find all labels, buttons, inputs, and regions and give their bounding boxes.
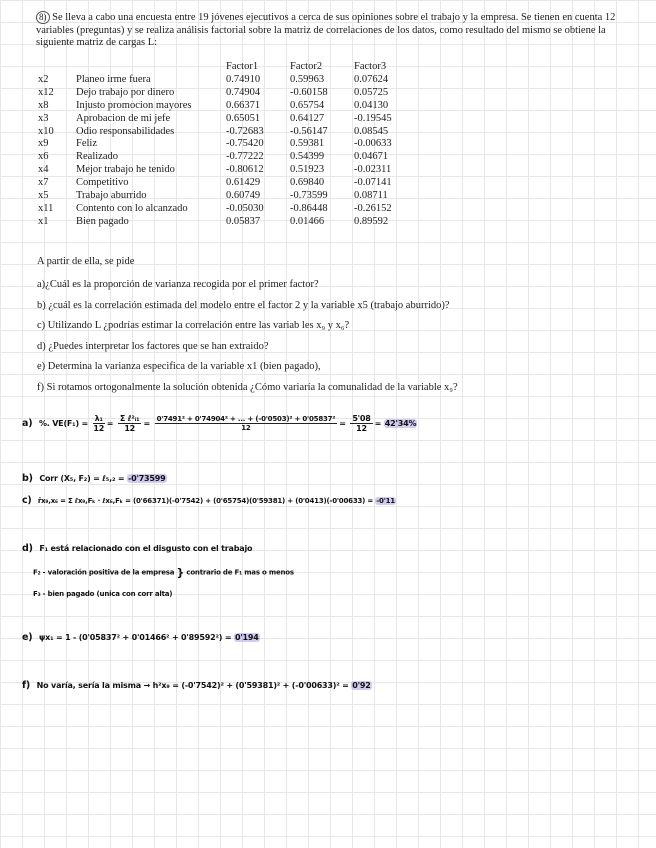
matrix-row xyxy=(38,190,418,203)
matrix-f3: -0.19545 xyxy=(354,112,392,124)
matrix-f2: 0.59381 xyxy=(290,138,325,150)
matrix-desc: Competitivo xyxy=(76,177,129,189)
answer-c-lhs: r̂x₉,x₆ = Σ ℓx₉,Fₖ · ℓx₆,Fₖ = xyxy=(37,497,131,505)
answer-f-label: f) xyxy=(22,680,31,691)
matrix-f2: 0.01466 xyxy=(290,215,325,227)
matrix-var: x8 xyxy=(38,99,49,111)
matrix-f1: -0.75420 xyxy=(226,138,264,150)
matrix-f1: -0.72683 xyxy=(226,125,264,137)
matrix-row xyxy=(38,216,418,229)
answer-c-label: c) xyxy=(22,495,32,506)
problem-statement xyxy=(36,11,616,50)
matrix-header-factor2: Factor2 xyxy=(290,61,323,72)
matrix-row xyxy=(38,203,418,216)
answer-c-expr: (0'66371)(-0'7542) + (0'65754)(0'59381) + (0'0413)(-0'00633) = xyxy=(133,497,374,505)
matrix-f1: 0.65051 xyxy=(226,112,261,124)
matrix-var: x10 xyxy=(38,125,54,137)
questions-prompt: A partir de ella, se pide xyxy=(37,256,135,267)
answer-d-line2: F₂ - valoración positiva de la empresa xyxy=(33,568,175,577)
answer-a-fraction-2: $\frac{\text{Σ ℓ²ᵢ₁}}{12}$ xyxy=(119,414,140,433)
matrix-f3: -0.00633 xyxy=(354,138,392,150)
matrix-f2: -0.60158 xyxy=(290,86,328,98)
brace-symbol: } xyxy=(176,566,185,579)
matrix-f1: 0.74910 xyxy=(226,73,261,85)
problem-number: 8) xyxy=(36,11,50,24)
answer-d-line2-wrap xyxy=(33,566,294,579)
matrix-f2: -0.86448 xyxy=(290,202,328,214)
question-f: f) Si rotamos ortogonalmente la solución obtenida ¿Cómo variaría la comunalidad de la variable x₉? xyxy=(37,381,458,393)
matrix-f3: -0.07141 xyxy=(354,177,392,189)
matrix-f3: -0.02311 xyxy=(354,164,392,176)
matrix-f1: -0.77222 xyxy=(226,151,264,163)
answer-d-line3-wrap xyxy=(33,590,172,598)
answer-e xyxy=(22,632,260,643)
loadings-matrix xyxy=(38,61,418,229)
matrix-desc: Odio responsabilidades xyxy=(76,125,175,137)
matrix-header-factor1: Factor1 xyxy=(226,61,259,72)
answer-e-result: 0'194 xyxy=(234,633,259,642)
matrix-var: x4 xyxy=(38,164,49,176)
matrix-row xyxy=(38,151,418,164)
matrix-desc: Feliz xyxy=(76,138,97,150)
matrix-desc: Mejor trabajo he tenido xyxy=(76,164,175,176)
matrix-f3: 0.07624 xyxy=(354,73,389,85)
matrix-var: x1 xyxy=(38,215,49,227)
answer-a-fraction-1: $\frac{\text{λ₁}}{12}$ xyxy=(93,414,105,433)
matrix-f2: 0.54399 xyxy=(290,151,325,163)
question-b: b) ¿cuál es la correlación estimada del modelo entre el factor 2 y la variable x5 (trabajo aburrido)? xyxy=(37,299,450,311)
answer-b-text: Corr (X₅, F₂) = ℓ₅,₂ = xyxy=(39,474,125,483)
matrix-desc: Realizado xyxy=(76,151,118,163)
matrix-f3: -0.26152 xyxy=(354,202,392,214)
matrix-row xyxy=(38,87,418,100)
answer-d-label: d) xyxy=(22,543,33,554)
answer-d-line3: F₃ - bien pagado (unica con corr alta) xyxy=(33,590,173,598)
answer-c xyxy=(22,495,396,506)
matrix-f1: 0.66371 xyxy=(226,99,261,111)
answer-f xyxy=(22,680,372,691)
matrix-f3: 0.08711 xyxy=(354,190,388,202)
matrix-var: x7 xyxy=(38,177,49,189)
problem-intro-text: Se lleva a cabo una encuesta entre 19 jóvenes ejecutivos a cerca de sus opiniones sobre el trabajo y la empresa. Se tienen en cuenta 12 variables (preguntas) y se realiza análisis factorial sobre la matriz de correlaciones de los datos, como resultado del mismo se obtiene la siguiente matriz de cargas L: xyxy=(36,12,616,48)
matrix-row xyxy=(38,126,418,139)
matrix-f1: -0.05030 xyxy=(226,202,264,214)
matrix-desc: Bien pagado xyxy=(76,215,129,227)
matrix-f2: -0.56147 xyxy=(290,125,328,137)
answer-a-fraction-3: $\frac{\text{0'7491² + 0'74904² + ... + (-0'0503)² + 0'05837²}}{12}$ xyxy=(156,415,336,432)
answer-e-text: ψx₁ = 1 - (0'05837² + 0'01466² + 0'89592²) = xyxy=(38,633,232,642)
matrix-f2: 0.51923 xyxy=(290,164,325,176)
answer-b-label: b) xyxy=(22,473,33,484)
matrix-desc: Contento con lo alcanzado xyxy=(76,202,188,214)
matrix-var: x11 xyxy=(38,202,54,214)
answer-f-text: No varía, sería la misma → h²x₉ = (-0'7542)² + (0'59381)² + (-0'00633)² = xyxy=(36,681,349,690)
matrix-f2: 0.65754 xyxy=(290,99,325,111)
matrix-f3: 0.05725 xyxy=(354,86,389,98)
answer-b xyxy=(22,473,167,484)
matrix-f2: 0.64127 xyxy=(290,112,325,124)
matrix-f1: 0.60749 xyxy=(226,190,261,202)
question-c: c) Utilizando L ¿podrías estimar la correlación entre las variab les x₉ y x₆? xyxy=(37,320,350,332)
matrix-f3: 0.08545 xyxy=(354,125,389,137)
answer-a: a) %. VE(F₁) = $\frac{\text{λ₁}}{12}$ = $\frac{\text{Σ ℓ²ᵢ₁}}{12}$ = $\frac{\text{0'7491² + 0'74904² + ... + (-0'0503)² + 0'05837²}}{12}$ = $\frac{5'08}{12}$ = 42'34% xyxy=(22,414,417,433)
matrix-row xyxy=(38,113,418,126)
answer-a-result: 42'34% xyxy=(384,419,417,428)
matrix-var: x2 xyxy=(38,73,49,85)
matrix-row xyxy=(38,138,418,151)
matrix-desc: Aprobacion de mi jefe xyxy=(76,112,171,124)
answer-d-line2b: contrario de F₁ mas o menos xyxy=(186,568,294,577)
answer-a-fraction-4: $\frac{5'08}{12}$ xyxy=(352,414,371,433)
matrix-f1: 0.05837 xyxy=(226,215,261,227)
matrix-desc: Injusto promocion mayores xyxy=(76,99,192,111)
question-e: e) Determina la varianza especifica de la variable x1 (bien pagado), xyxy=(37,361,321,373)
question-d: d) ¿Puedes interpretar los factores que se han extraido? xyxy=(37,340,269,352)
matrix-desc: Trabajo aburrido xyxy=(76,190,147,202)
matrix-f3: 0.89592 xyxy=(354,215,389,227)
answer-b-result: -0'73599 xyxy=(127,474,166,483)
matrix-desc: Dejo trabajo por dinero xyxy=(76,86,175,98)
answer-a-lhs: %. VE(F₁) = xyxy=(38,419,89,428)
matrix-desc: Planeo irme fuera xyxy=(76,73,151,85)
matrix-f1: 0.74904 xyxy=(226,86,261,98)
matrix-var: x3 xyxy=(38,112,49,124)
matrix-f2: 0.59963 xyxy=(290,73,325,85)
matrix-header-factor3: Factor3 xyxy=(354,61,387,72)
matrix-var: x12 xyxy=(38,86,54,98)
answer-d-line1: F₁ está relacionado con el disgusto con el trabajo xyxy=(39,544,253,553)
matrix-f3: 0.04671 xyxy=(354,151,389,163)
matrix-row xyxy=(38,177,418,190)
matrix-row xyxy=(38,164,418,177)
answer-a-label: a) xyxy=(22,418,33,429)
matrix-var: x6 xyxy=(38,151,49,163)
matrix-row xyxy=(38,74,418,87)
answer-c-result: -0'11 xyxy=(376,497,395,505)
matrix-f3: 0.04130 xyxy=(354,99,389,111)
matrix-f1: 0.61429 xyxy=(226,177,261,189)
matrix-f2: 0.69840 xyxy=(290,177,325,189)
answer-d xyxy=(22,543,252,554)
questions-list xyxy=(37,275,637,399)
matrix-f1: -0.80612 xyxy=(226,164,264,176)
matrix-var: x9 xyxy=(38,138,49,150)
matrix-f2: -0.73599 xyxy=(290,190,328,202)
answer-f-result: 0'92 xyxy=(352,681,371,690)
answer-e-label: e) xyxy=(22,632,33,643)
matrix-var: x5 xyxy=(38,190,49,202)
question-a: a)¿Cuál es la proporción de varianza recogida por el primer factor? xyxy=(37,279,319,290)
matrix-header-row xyxy=(38,61,418,74)
matrix-row xyxy=(38,100,418,113)
